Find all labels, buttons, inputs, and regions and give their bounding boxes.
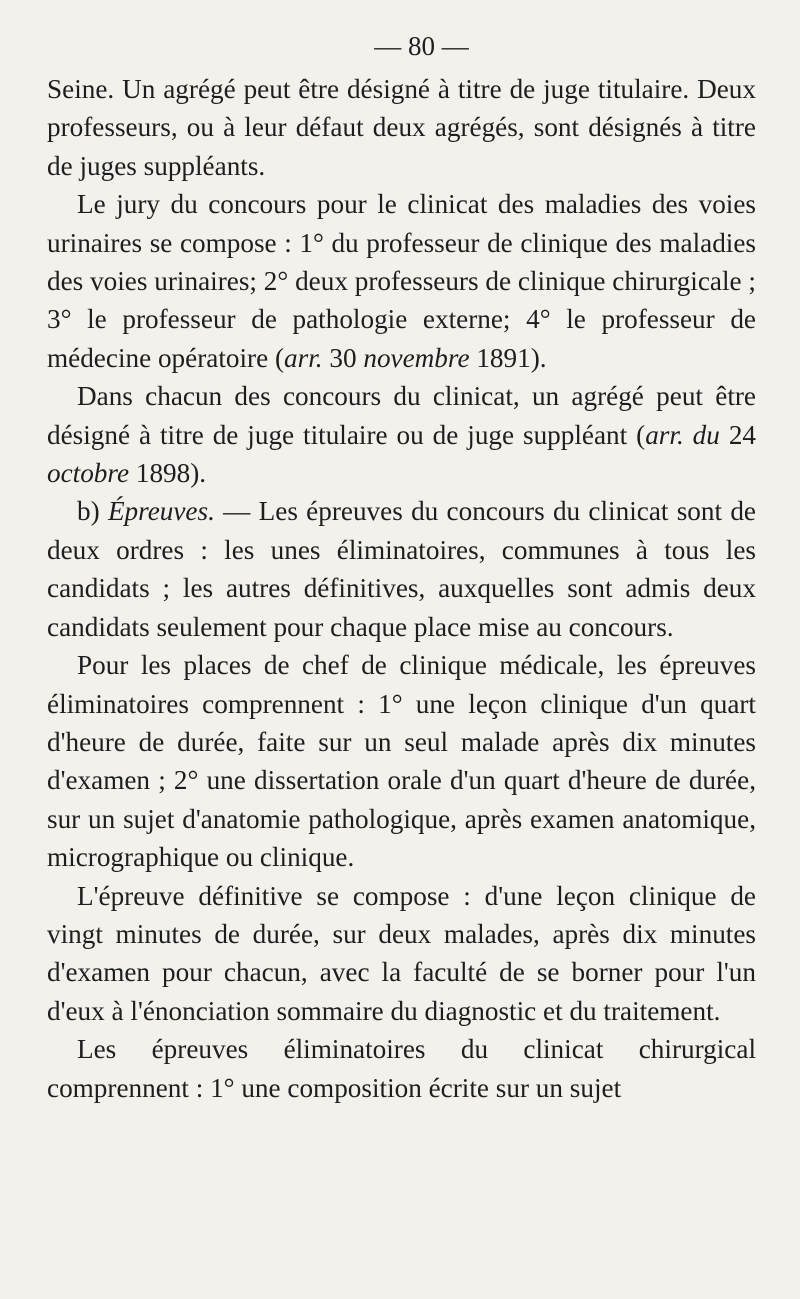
paragraph-2-italic-a: arr. <box>284 342 323 373</box>
paragraph-3-text-b: 24 <box>719 419 756 450</box>
paragraph-3-text-c: 1898). <box>129 458 207 489</box>
paragraph-4 <box>47 492 756 646</box>
paragraph-7: Les épreuves éliminatoires du clinicat chirurgical comprennent : 1° une composition écrite sur un sujet <box>47 1034 756 1103</box>
paragraph-5: Pour les places de chef de clinique médicale, les épreuves éliminatoires comprennent : 1° une leçon clinique d'un quart d'heure de durée, faite sur un seul malade après dix minutes d'examen ; 2° une dissertation orale d'un quart d'heure de durée, sur un sujet d'anatomie pathologique, après examen anatomique, micrographique ou clinique. <box>47 650 756 873</box>
paragraph-3-italic-b: octobre <box>47 458 130 489</box>
paragraph-2-text-b: 30 <box>322 342 364 373</box>
paragraph-3 <box>47 377 756 492</box>
paragraph-2 <box>47 185 756 377</box>
paragraph-2-text-c: 1891). <box>469 342 547 373</box>
paragraph-3-italic-a: arr. du <box>645 419 720 450</box>
paragraph-4-text: — Les épreuves du concours du clinicat sont de deux ordres : les unes éliminatoires, communes à tous les candidats ; les autres définitives, auxquelles sont admis deux candidats seulement pour chaque place mise au concours. <box>47 496 756 642</box>
page-number: — 80 — <box>374 31 469 61</box>
paragraph-3-text-a: Dans chacun des concours du clinicat, un agrégé peut être désigné à titre de juge titulaire ou de juge suppléant ( <box>47 381 756 450</box>
paragraph-4-prefix: b) <box>77 496 108 527</box>
paragraph-1: Seine. Un agrégé peut être désigné à titre de juge titulaire. Deux professeurs, ou à leur défaut deux agrégés, sont désignés à titre de juges suppléants. <box>47 74 756 181</box>
paragraph-4-heading: Épreuves. <box>107 496 215 527</box>
paragraph-2-italic-b: novembre <box>363 342 470 373</box>
paragraph-6: L'épreuve définitive se compose : d'une leçon clinique de vingt minutes de durée, sur deux malades, après dix minutes d'examen pour chacun, avec la faculté de se borner pour l'un d'eux à l'énonciation sommaire du diagnostic et du traitement. <box>47 880 756 1026</box>
paragraph-2-text-a: Le jury du concours pour le clinicat des maladies des voies urinaires se compose : 1° du professeur de clinique des maladies des voies urinaires; 2° deux professeurs de clinique chirurgicale ; 3° le professeur de pathologie externe; 4° le professeur de médecine opératoire ( <box>47 189 756 373</box>
